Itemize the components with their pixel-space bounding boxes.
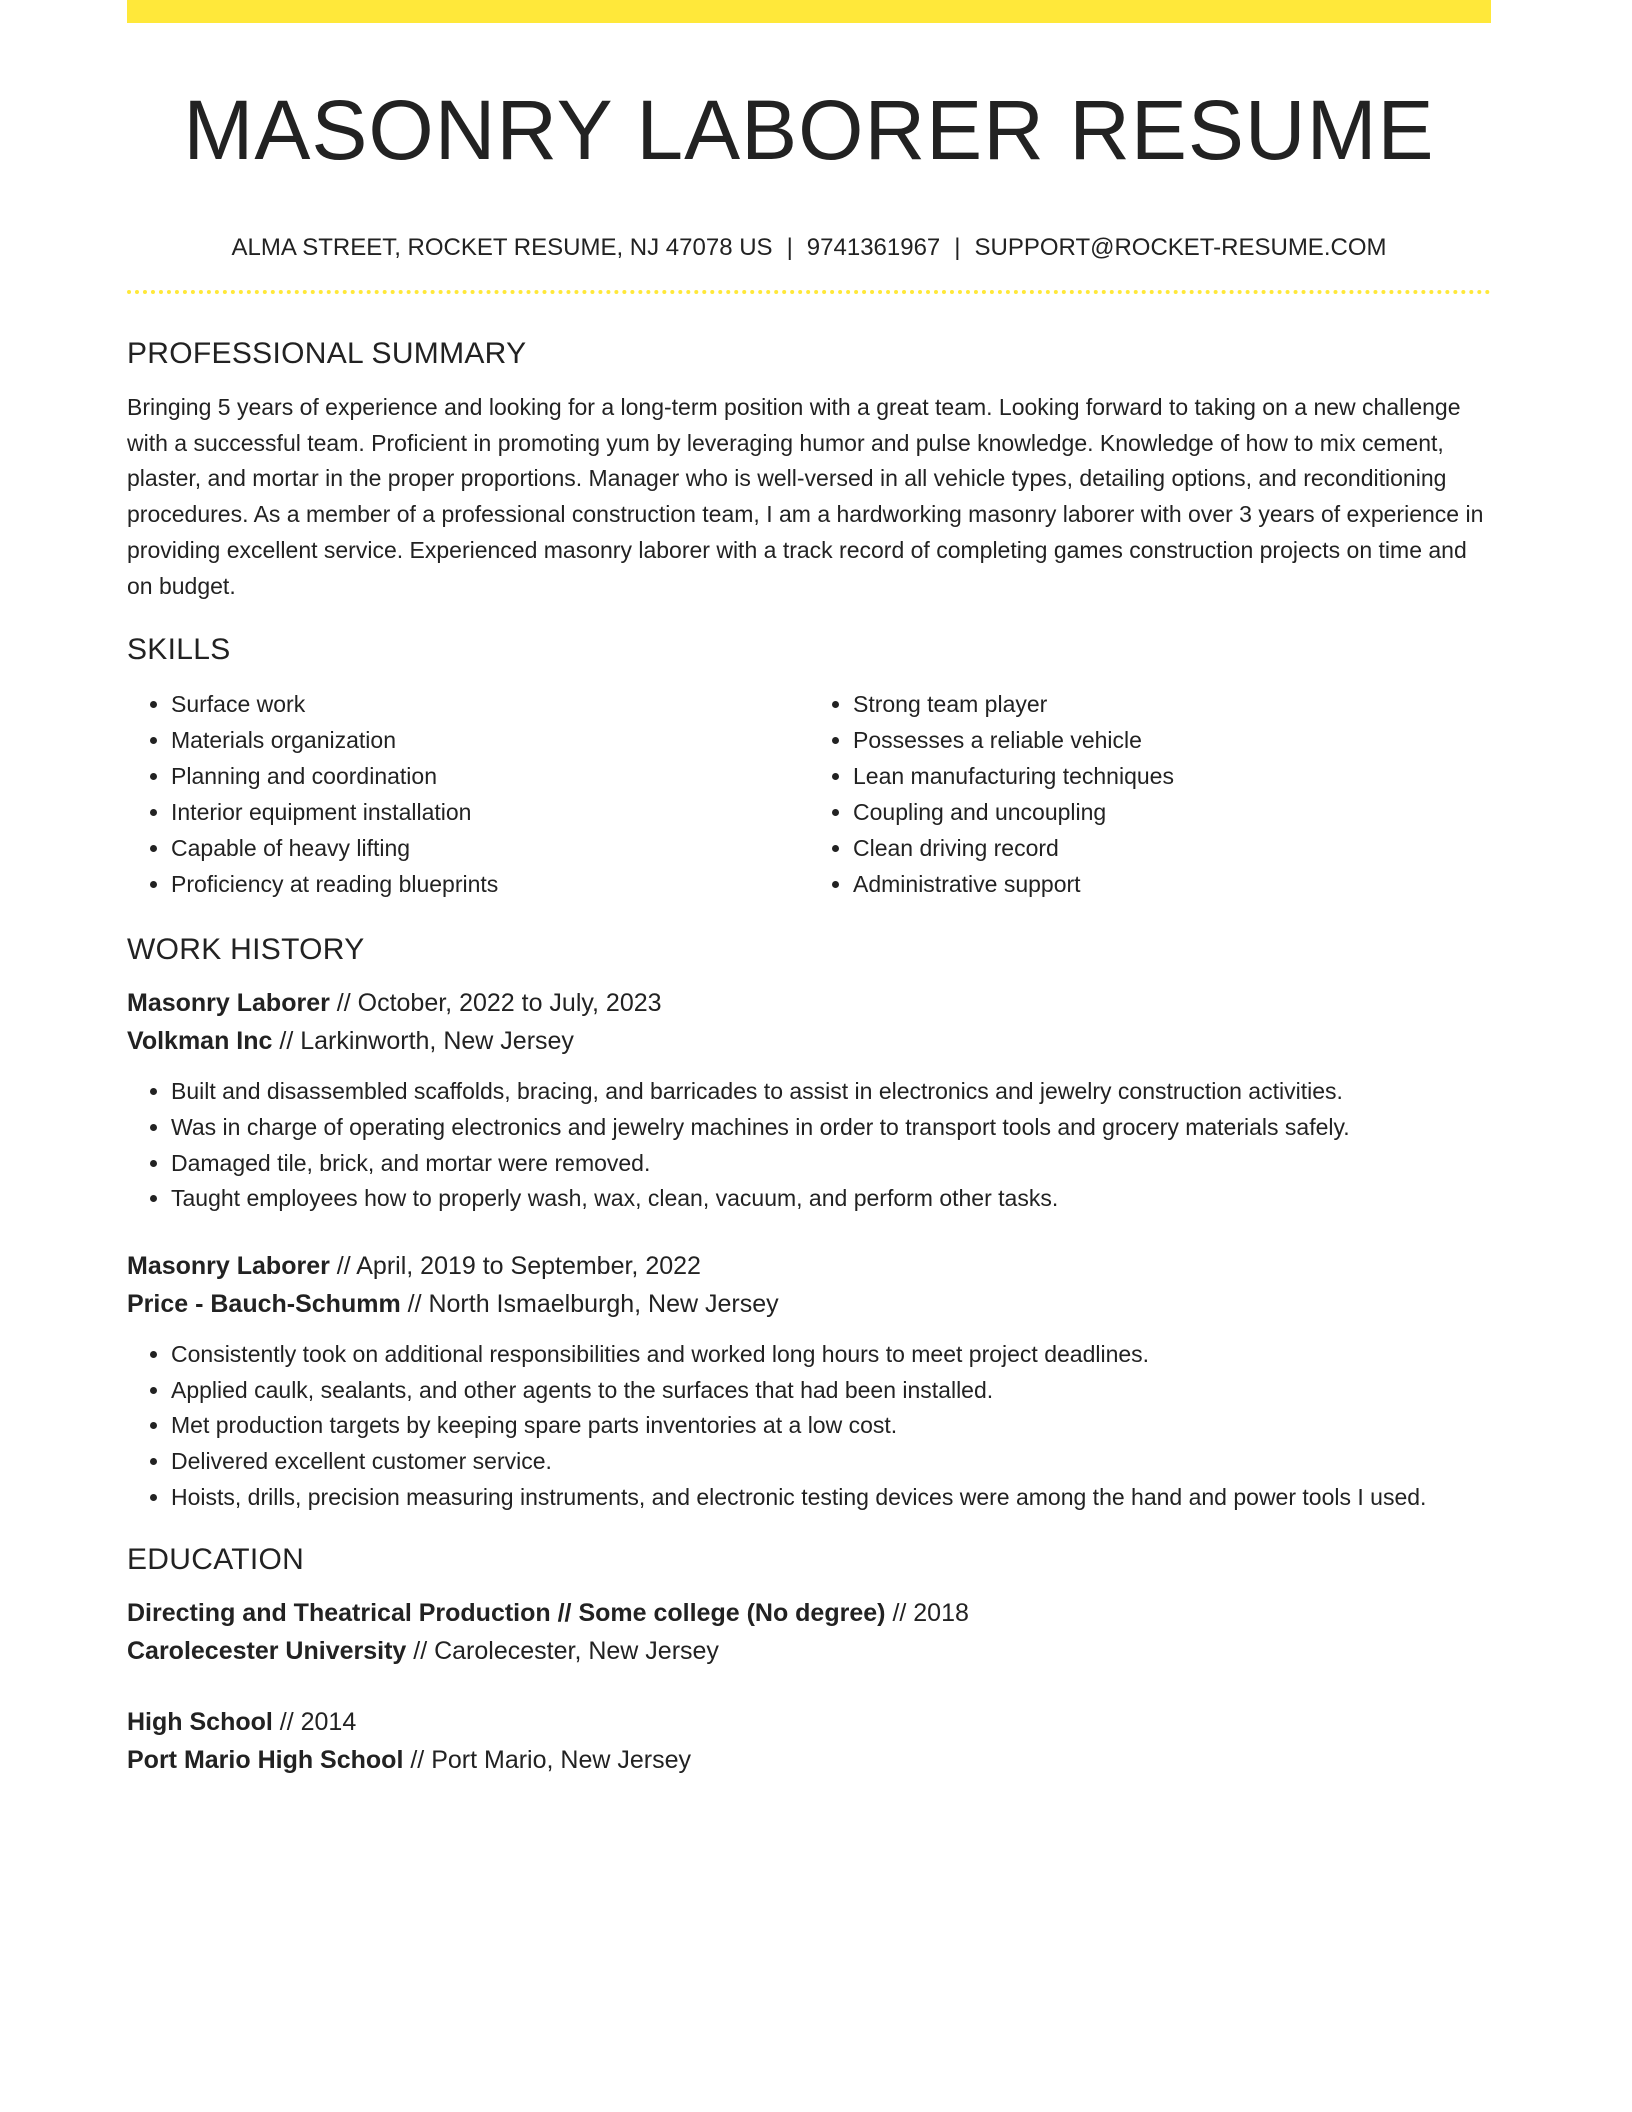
job-bullet: • Met production targets by keeping spare parts inventories at a low cost. — [171, 1408, 1491, 1444]
skills-column-left — [127, 686, 809, 902]
education-location: // Port Mario, New Jersey — [410, 1745, 691, 1774]
job-dates: // October, 2022 to July, 2023 — [336, 989, 662, 1018]
skill-item: • Materials organization — [171, 722, 809, 758]
job-title: Masonry Laborer — [127, 989, 330, 1018]
skill-item: • Interior equipment installation — [171, 794, 809, 830]
job-bullet: • Consistently took on additional responsibilities and worked long hours to meet project deadlines. — [171, 1337, 1491, 1373]
job-bullet: • Was in charge of operating electronics and jewelry machines in order to transport tools and grocery materials safely. — [171, 1110, 1491, 1146]
job-dates: // April, 2019 to September, 2022 — [336, 1252, 701, 1281]
job-bullets — [127, 1074, 1491, 1217]
skill-item: • Planning and coordination — [171, 758, 809, 794]
job-bullet: • Applied caulk, sealants, and other agents to the surfaces that had been installed. — [171, 1373, 1491, 1409]
education-school: Port Mario High School — [127, 1745, 404, 1774]
work-history-heading: WORK HISTORY — [127, 933, 365, 967]
dotted-divider — [127, 290, 1491, 294]
job-location: // North Ismaelburgh, New Jersey — [407, 1290, 779, 1319]
job-bullet: • Built and disassembled scaffolds, bracing, and barricades to assist in electronics and jewelry construction activities. — [171, 1074, 1491, 1110]
skills-heading: SKILLS — [127, 633, 231, 667]
education-degree-line — [127, 1594, 1491, 1632]
job-location: // Larkinworth, New Jersey — [279, 1027, 574, 1056]
job-company-line — [127, 1022, 1491, 1060]
contact-separator: | — [954, 234, 961, 261]
education-school-line — [127, 1741, 1491, 1779]
skill-item: • Coupling and uncoupling — [853, 794, 1491, 830]
skills-list — [127, 686, 1491, 902]
job-bullet: • Damaged tile, brick, and mortar were removed. — [171, 1146, 1491, 1182]
skills-column-right — [809, 686, 1491, 902]
contact-line — [127, 232, 1491, 264]
skill-item: • Clean driving record — [853, 830, 1491, 866]
skill-item: • Capable of heavy lifting — [171, 830, 809, 866]
contact-email: SUPPORT@ROCKET-RESUME.COM — [974, 234, 1387, 261]
skill-item: • Strong team player — [853, 686, 1491, 722]
contact-phone: 9741361967 — [806, 234, 941, 261]
education-school: Carolecester University — [127, 1636, 407, 1665]
job-title: Masonry Laborer — [127, 1252, 330, 1281]
education-entry — [127, 1594, 1491, 1670]
skill-item: • Proficiency at reading blueprints — [171, 866, 809, 902]
education-degree: High School — [127, 1707, 273, 1736]
job-entry — [127, 984, 1491, 1217]
education-entry — [127, 1703, 1491, 1779]
education-year: // 2018 — [892, 1598, 969, 1627]
education-degree-line — [127, 1703, 1491, 1741]
job-bullet: • Taught employees how to properly wash, wax, clean, vacuum, and perform other tasks. — [171, 1181, 1491, 1217]
summary-text: Bringing 5 years of experience and looking for a long-term position with a great team. Looking forward to taking on a new challenge with a successful team. Proficient in promoting yum by leveraging humor and pulse knowledge. Knowledge of how to mix cement, plaster, and mortar in the proper proportions. Manager who is well-versed in all vehicle types, detailing options, and reconditioning procedures. As a member of a professional construction team, I am a hardworking masonry laborer with over 3 years of experience in providing excellent service. Experienced masonry laborer with a track record of completing games construction projects on time and on budget. — [127, 394, 1484, 599]
education-heading: EDUCATION — [127, 1542, 305, 1576]
summary-heading: PROFESSIONAL SUMMARY — [127, 337, 527, 370]
skill-item: • Lean manufacturing techniques — [853, 758, 1491, 794]
resume-content — [127, 0, 1491, 1779]
skill-item: • Administrative support — [853, 866, 1491, 902]
education-degree: Directing and Theatrical Production // Some college (No degree) — [127, 1598, 886, 1627]
contact-separator: | — [786, 234, 793, 261]
skill-item: • Possesses a reliable vehicle — [853, 722, 1491, 758]
job-title-line — [127, 984, 1491, 1022]
job-bullet: • Delivered excellent customer service. — [171, 1444, 1491, 1480]
education-location: // Carolecester, New Jersey — [413, 1636, 719, 1665]
job-company: Volkman Inc — [127, 1027, 273, 1056]
job-title-line — [127, 1247, 1491, 1285]
education-school-line — [127, 1632, 1491, 1670]
job-company-line — [127, 1285, 1491, 1323]
job-bullets — [127, 1337, 1491, 1516]
job-entry — [127, 1247, 1491, 1516]
job-company: Price - Bauch-Schumm — [127, 1290, 401, 1319]
resume-title: MASONRY LABORER RESUME — [183, 83, 1435, 177]
job-bullet: • Hoists, drills, precision measuring instruments, and electronic testing devices were among the hand and power tools I used. — [171, 1480, 1491, 1516]
contact-address: ALMA STREET, ROCKET RESUME, NJ 47078 US — [231, 234, 773, 261]
skill-item: • Surface work — [171, 686, 809, 722]
education-year: // 2014 — [279, 1707, 357, 1736]
